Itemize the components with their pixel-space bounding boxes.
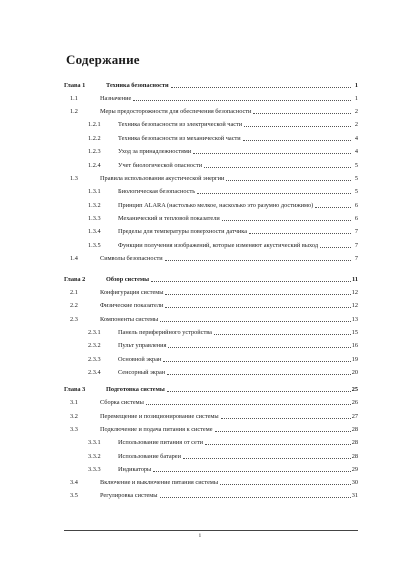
toc-entry-number: Глава 2 [64, 276, 86, 283]
toc-entry-number: 1.3.1 [88, 188, 101, 195]
dot-leader [165, 306, 350, 308]
footer-divider [64, 530, 358, 531]
toc-entry-number: 3.1 [70, 399, 78, 406]
toc-entry-title: Принцип ALARA (настолько мелкое, насколько это разумно достижимо) [118, 202, 314, 209]
toc-entry-page: 6 [354, 202, 358, 209]
toc-entry-title: Включение и выключение питания системы [100, 479, 219, 486]
toc-entry-title: Сенсорный экран [118, 369, 166, 376]
toc-entry-page: 1 [354, 82, 358, 89]
dot-leader [226, 179, 351, 181]
dot-leader [215, 430, 351, 432]
toc-entry-number: 2.3.1 [88, 329, 101, 336]
toc-entry-title: Компоненты системы [100, 316, 159, 323]
toc-entry-page: 7 [354, 242, 358, 249]
toc-entry-number: 3.3.1 [88, 439, 101, 446]
toc-entry-title: Использование батареи [118, 453, 181, 460]
toc-entry[interactable] [64, 299, 358, 309]
toc-entry-title: Основной экран [118, 356, 162, 363]
dot-leader [151, 280, 351, 282]
dot-leader [214, 333, 351, 335]
toc-entry-page: 26 [351, 399, 358, 406]
toc-entry-title: Функции получения изображений, которые изменяют акустический выход [118, 242, 319, 249]
toc-entry-number: 1.3.2 [88, 202, 101, 209]
toc-entry-number: 3.2 [70, 413, 78, 420]
page-number: i [199, 533, 201, 539]
dot-leader [167, 390, 351, 392]
dot-leader [165, 259, 351, 261]
toc-entry[interactable] [64, 199, 358, 209]
toc-entry-page: 27 [351, 413, 358, 420]
toc-entry-page: 13 [351, 316, 358, 323]
dot-leader [163, 360, 350, 362]
toc-entry-number: 2.3.3 [88, 356, 101, 363]
toc-entry[interactable] [64, 450, 358, 460]
toc-entry-title: Конфигурация системы [100, 289, 164, 296]
dot-leader [222, 219, 351, 221]
toc-entry-title: Учет биологической опасности [118, 162, 203, 169]
toc-entry-page: 2 [354, 121, 358, 128]
toc-entry-number: 2.3.2 [88, 342, 101, 349]
toc-entry[interactable] [64, 410, 358, 420]
dot-leader [221, 417, 351, 419]
toc-entry-number: 1.3.4 [88, 228, 101, 235]
toc-entry-title: Регулировка системы [100, 492, 158, 499]
dot-leader [315, 206, 351, 208]
dot-leader [197, 192, 351, 194]
toc-entry-number: 2.2 [70, 302, 78, 309]
toc-entry-number: Глава 1 [64, 82, 86, 89]
toc-entry-page: 1 [354, 95, 358, 102]
toc-entry-number: 3.4 [70, 479, 78, 486]
toc-entry-page: 11 [352, 276, 358, 283]
dot-leader [167, 373, 351, 375]
toc-entry-title: Правила использования акустической энергии [100, 175, 225, 182]
toc-entry-page: 2 [354, 108, 358, 115]
toc-entry[interactable] [64, 252, 358, 262]
dot-leader [171, 86, 351, 88]
toc-entry[interactable] [64, 159, 358, 169]
toc-entry[interactable] [64, 239, 358, 249]
toc-entry-number: 3.5 [70, 492, 78, 499]
dot-leader [183, 457, 351, 459]
toc-entry-title: Подключение и подача питания к системе [100, 426, 213, 433]
toc-entry[interactable] [64, 353, 358, 363]
toc-entry-number: 1.2.1 [88, 121, 101, 128]
dot-leader [146, 403, 351, 405]
toc-entry[interactable] [64, 145, 358, 155]
toc-entry-page: 7 [354, 255, 358, 262]
toc-entry-title: Меры предосторожности для обеспечения безопасности [100, 108, 252, 115]
toc-entry[interactable] [64, 92, 358, 102]
toc-entry-number: 1.2.4 [88, 162, 101, 169]
toc-entry-page: 15 [351, 329, 358, 336]
toc-entry-title: Сборка системы [100, 399, 144, 406]
toc-entry[interactable] [64, 366, 358, 376]
toc-entry-number: 3.3.3 [88, 466, 101, 473]
dot-leader [133, 99, 351, 101]
toc-entry[interactable] [64, 212, 358, 222]
toc-entry-number: 2.3.4 [88, 369, 101, 376]
toc-entry-page: 25 [351, 386, 358, 393]
toc-entry-page: 31 [351, 492, 358, 499]
toc-entry-page: 7 [354, 228, 358, 235]
toc-entry-page: 12 [351, 289, 358, 296]
toc-entry[interactable] [64, 185, 358, 195]
toc-entry-number: 1.3.3 [88, 215, 101, 222]
dot-leader [193, 152, 351, 154]
toc-entry-page: 20 [351, 369, 358, 376]
toc-entry-title: Индикаторы [118, 466, 152, 473]
dot-leader [160, 496, 351, 498]
toc-entry[interactable] [64, 423, 358, 433]
toc-entry-number: 1.3.5 [88, 242, 101, 249]
toc-entry-page: 28 [351, 439, 358, 446]
toc-entry[interactable] [64, 436, 358, 446]
toc-entry-number: Глава 3 [64, 386, 86, 393]
toc-chapter-entry[interactable] [64, 79, 358, 89]
dot-leader [204, 166, 351, 168]
toc-entry-number: 2.1 [70, 289, 78, 296]
toc-entry-number: 1.2.2 [88, 135, 101, 142]
toc-entry-title: Техника безопасности [106, 82, 169, 89]
toc-entry-number: 2.3 [70, 316, 78, 323]
page-title: Содержание [66, 52, 140, 67]
toc-entry-title: Пределы для температуры поверхности датчика [118, 228, 248, 235]
toc-entry-number: 1.1 [70, 95, 78, 102]
toc-entry-title: Подготовка системы [106, 386, 165, 393]
toc-entry[interactable] [64, 172, 358, 182]
toc-entry-page: 12 [351, 302, 358, 309]
toc-entry-title: Панель периферийного устройства [118, 329, 212, 336]
toc-entry[interactable] [64, 489, 358, 499]
toc-entry[interactable] [64, 476, 358, 486]
toc-entry[interactable] [64, 118, 358, 128]
toc-entry[interactable] [64, 286, 358, 296]
toc-entry-page: 6 [354, 215, 358, 222]
toc-entry[interactable] [64, 396, 358, 406]
toc-entry-title: Назначение [100, 95, 132, 102]
toc-entry-title: Обзор системы [106, 276, 150, 283]
toc-entry-page: 28 [351, 426, 358, 433]
toc-entry-title: Уход за принадлежностями [118, 148, 192, 155]
toc-entry-title: Техника безопасности из механической части [118, 135, 241, 142]
toc-entry-number: 1.4 [70, 255, 78, 262]
toc-entry-number: 1.2.3 [88, 148, 101, 155]
dot-leader [153, 470, 350, 472]
dot-leader [244, 125, 351, 127]
toc-entry-title: Пульт управления [118, 342, 167, 349]
toc-entry-page: 4 [354, 148, 358, 155]
toc-entry-page: 19 [351, 356, 358, 363]
toc-entry[interactable] [64, 326, 358, 336]
toc-entry-page: 5 [354, 175, 358, 182]
toc-entry-number: 1.2 [70, 108, 78, 115]
toc-entry-title: Перемещение и позиционирование системы [100, 413, 219, 420]
dot-leader [243, 139, 351, 141]
toc-entry[interactable] [64, 313, 358, 323]
toc-entry-number: 1.3 [70, 175, 78, 182]
dot-leader [205, 443, 351, 445]
toc-entry-title: Физические показатели [100, 302, 164, 309]
toc-chapter-entry[interactable] [64, 383, 358, 393]
toc-entry-page: 30 [351, 479, 358, 486]
toc-entry[interactable] [64, 225, 358, 235]
toc-entry-title: Техника безопасности из электрической части [118, 121, 243, 128]
toc-entry-number: 3.3.2 [88, 453, 101, 460]
toc-entry[interactable] [64, 339, 358, 349]
dot-leader [320, 246, 351, 248]
toc-entry[interactable] [64, 132, 358, 142]
toc-entry-page: 29 [351, 466, 358, 473]
toc-entry-page: 5 [354, 188, 358, 195]
dot-leader [249, 232, 351, 234]
dot-leader [165, 293, 350, 295]
dot-leader [168, 346, 350, 348]
toc-entry[interactable] [64, 105, 358, 115]
toc-entry-page: 5 [354, 162, 358, 169]
toc-entry-title: Биологическая безопасность [118, 188, 196, 195]
dot-leader [220, 483, 351, 485]
toc-chapter-entry[interactable] [64, 273, 358, 283]
toc-entry-number: 3.3 [70, 426, 78, 433]
toc-entry-page: 4 [354, 135, 358, 142]
toc-entry-title: Использование питания от сети [118, 439, 203, 446]
toc-entry-title: Механический и тепловой показатели [118, 215, 220, 222]
toc-entry[interactable] [64, 463, 358, 473]
toc-entry-page: 28 [351, 453, 358, 460]
toc-entry-page: 16 [351, 342, 358, 349]
dot-leader [253, 112, 351, 114]
dot-leader [160, 320, 350, 322]
toc-entry-title: Символы безопасности [100, 255, 163, 262]
